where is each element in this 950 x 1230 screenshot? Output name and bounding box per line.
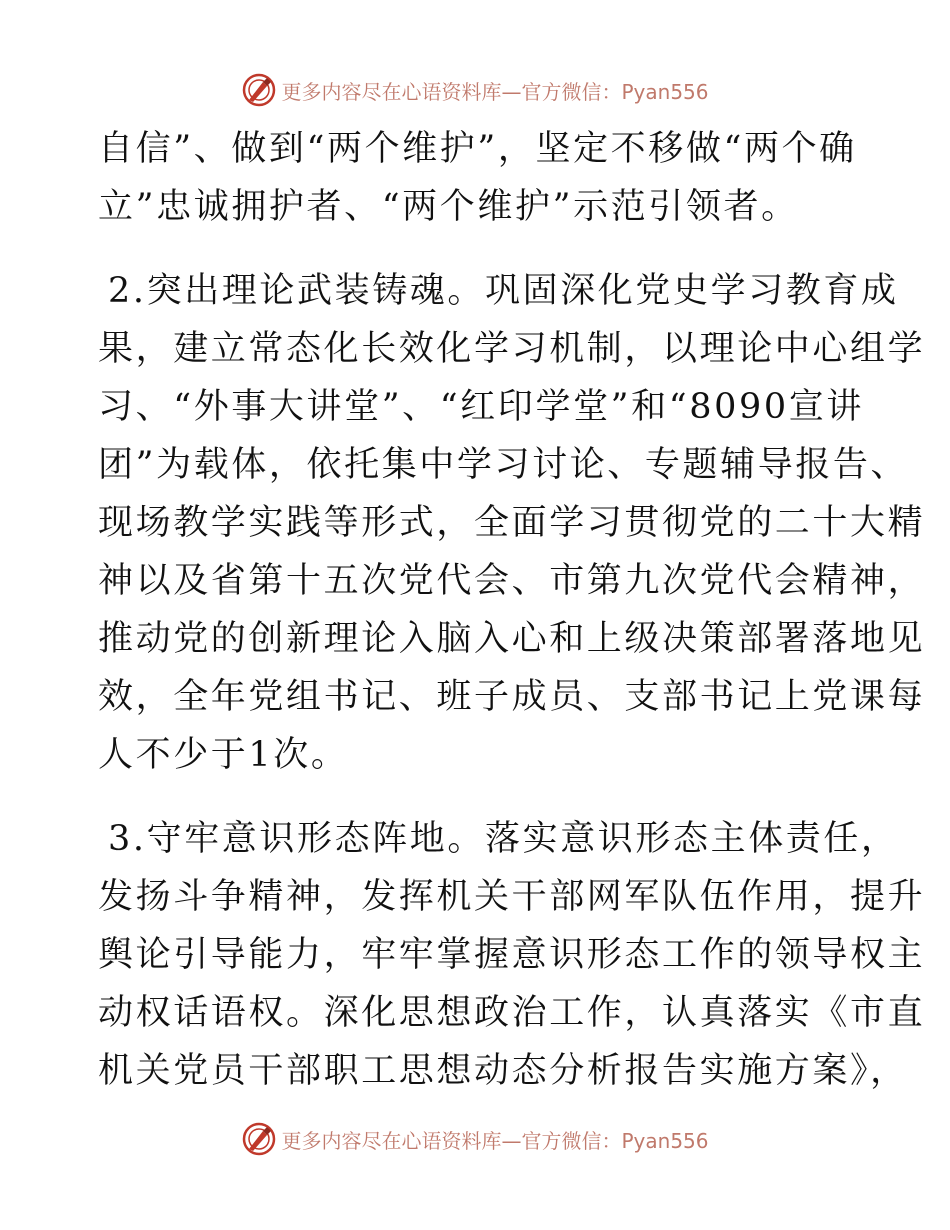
header-banner bbox=[0, 68, 950, 112]
text-line: 动权话语权。深化思想政治工作，认真落实《市直 bbox=[98, 993, 926, 1033]
footer-banner bbox=[0, 1117, 950, 1161]
text-line: 习、“外事大讲堂”、“红印学堂”和“8090宣讲 bbox=[98, 387, 864, 427]
document-body bbox=[98, 120, 926, 1100]
text-line: 推动党的创新理论入脑入心和上级决策部署落地见 bbox=[98, 619, 926, 659]
header-banner-wechat-id: Pyan556 bbox=[621, 79, 709, 104]
paragraph-2 bbox=[98, 262, 926, 784]
text-line: 发扬斗争精神，发挥机关干部网军队伍作用，提升 bbox=[98, 877, 926, 917]
text-line: 果，建立常态化长效化学习机制，以理论中心组学 bbox=[98, 329, 926, 369]
footer-banner-text bbox=[281, 1125, 708, 1154]
text-line: 效，全年党组书记、班子成员、支部书记上党课每 bbox=[98, 677, 926, 717]
text-line: 神以及省第十五次党代会、市第九次党代会精神， bbox=[98, 561, 926, 601]
text-line: 2.突出理论武装铸魂。巩固深化党史学习教育成 bbox=[108, 271, 899, 311]
header-banner-wechat-label: 官方微信： bbox=[521, 79, 622, 104]
text-line: 团”为载体，依托集中学习讨论、专题辅导报告、 bbox=[98, 445, 909, 485]
paragraph-3 bbox=[98, 810, 926, 1100]
text-line: 3.守牢意识形态阵地。落实意识形态主体责任， bbox=[108, 819, 899, 859]
footer-banner-wechat-label: 官方微信： bbox=[521, 1128, 622, 1153]
footer-banner-main: 更多内容尽在心语资料库 bbox=[281, 1128, 502, 1153]
text-line: 立”忠诚拥护者、“两个维护”示范引领者。 bbox=[98, 187, 799, 227]
text-line: 机关党员干部职工思想动态分析报告实施方案》， bbox=[98, 1051, 908, 1091]
text-line: 人不少于1次。 bbox=[98, 735, 349, 775]
text-line: 舆论引导能力，牢牢掌握意识形态工作的领导权主 bbox=[98, 935, 926, 975]
header-banner-separator: — bbox=[501, 79, 522, 104]
text-line: 自信”、做到“两个维护”，坚定不移做“两个确 bbox=[98, 129, 857, 169]
paragraph-1 bbox=[98, 120, 878, 236]
header-banner-text bbox=[281, 76, 708, 105]
pen-logo-icon bbox=[241, 1121, 277, 1157]
header-banner-main: 更多内容尽在心语资料库 bbox=[281, 79, 502, 104]
footer-banner-separator: — bbox=[501, 1128, 522, 1153]
footer-banner-wechat-id: Pyan556 bbox=[621, 1128, 709, 1153]
text-line: 现场教学实践等形式，全面学习贯彻党的二十大精 bbox=[98, 503, 926, 543]
pen-logo-icon bbox=[241, 72, 277, 108]
